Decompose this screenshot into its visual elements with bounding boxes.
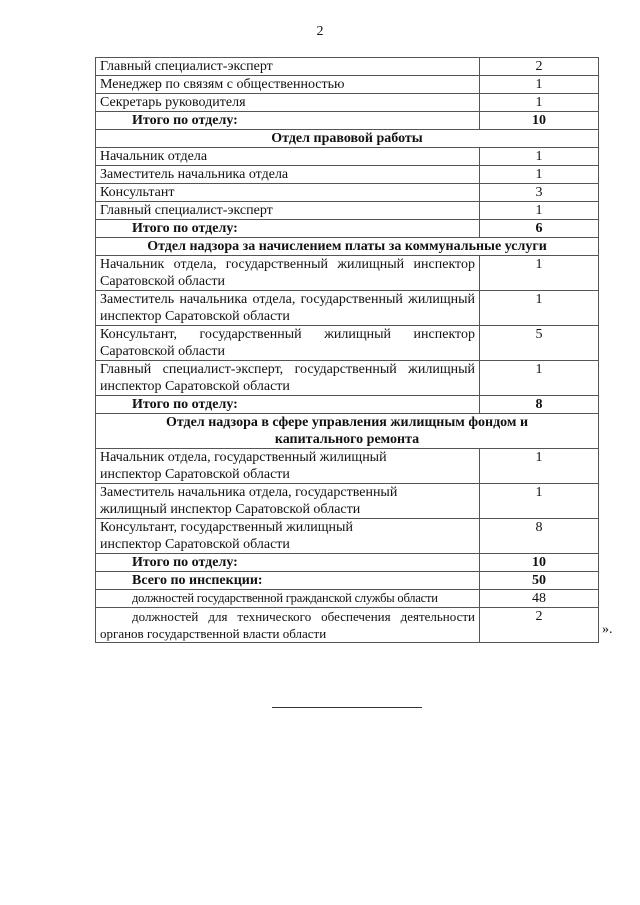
position-label: Заместитель начальника отдела, государственный жилищный инспектор Саратовской области bbox=[96, 291, 480, 326]
total-row bbox=[96, 572, 599, 590]
table-row bbox=[96, 361, 599, 396]
position-count: 1 bbox=[480, 94, 599, 112]
table-row bbox=[96, 484, 599, 519]
table-row bbox=[96, 76, 599, 94]
position-count: 1 bbox=[480, 361, 599, 396]
department-header bbox=[96, 238, 599, 256]
table-row bbox=[96, 94, 599, 112]
table-row bbox=[96, 519, 599, 554]
position-label: Главный специалист-эксперт bbox=[96, 202, 480, 220]
department-title: Отдел правовой работы bbox=[96, 130, 599, 148]
closing-quote: ». bbox=[602, 622, 613, 637]
position-count: 8 bbox=[480, 519, 599, 554]
position-label: Начальник отдела, государственный жилищный инспектор Саратовской области bbox=[96, 449, 480, 484]
separator-line bbox=[272, 707, 422, 708]
position-count: 1 bbox=[480, 256, 599, 291]
department-header bbox=[96, 414, 599, 449]
position-count: 2 bbox=[480, 58, 599, 76]
position-label: Заместитель начальника отдела, государственный жилищный инспектор Саратовской области bbox=[96, 484, 480, 519]
position-count: 48 bbox=[480, 590, 599, 608]
position-label: Итого по отделу: bbox=[96, 396, 480, 414]
department-title: Отдел надзора за начислением платы за коммунальные услуги bbox=[96, 238, 599, 256]
total-row bbox=[96, 112, 599, 130]
position-count: 1 bbox=[480, 449, 599, 484]
position-label bbox=[96, 608, 480, 643]
table-row bbox=[96, 166, 599, 184]
position-count: 1 bbox=[480, 291, 599, 326]
position-label: должностей государственной гражданской службы области bbox=[96, 590, 480, 608]
position-label: Консультант bbox=[96, 184, 480, 202]
position-count: 5 bbox=[480, 326, 599, 361]
department-header bbox=[96, 130, 599, 148]
position-count: 1 bbox=[480, 166, 599, 184]
position-label: Консультант, государственный жилищный инспектор Саратовской области bbox=[96, 326, 480, 361]
table-row bbox=[96, 291, 599, 326]
page-number: 2 bbox=[316, 24, 324, 39]
position-count: 10 bbox=[480, 112, 599, 130]
position-label: Секретарь руководителя bbox=[96, 94, 480, 112]
position-count: 8 bbox=[480, 396, 599, 414]
position-count: 1 bbox=[480, 148, 599, 166]
position-label: Главный специалист-эксперт, государственный жилищный инспектор Саратовской области bbox=[96, 361, 480, 396]
label-line-2: органов государственной власти области bbox=[100, 626, 327, 641]
table-row bbox=[96, 184, 599, 202]
position-count: 2 bbox=[480, 608, 599, 643]
position-count: 1 bbox=[480, 202, 599, 220]
total-row bbox=[96, 554, 599, 572]
position-label: Итого по отделу: bbox=[96, 554, 480, 572]
position-label: Заместитель начальника отдела bbox=[96, 166, 480, 184]
position-label: Итого по отделу: bbox=[96, 220, 480, 238]
position-count: 10 bbox=[480, 554, 599, 572]
position-label: Начальник отдела bbox=[96, 148, 480, 166]
position-label: Начальник отдела, государственный жилищный инспектор Саратовской области bbox=[96, 256, 480, 291]
position-count: 50 bbox=[480, 572, 599, 590]
position-count: 3 bbox=[480, 184, 599, 202]
total-row bbox=[96, 220, 599, 238]
position-count: 1 bbox=[480, 484, 599, 519]
table-row bbox=[96, 449, 599, 484]
position-count: 1 bbox=[480, 76, 599, 94]
table-row bbox=[96, 326, 599, 361]
table-row bbox=[96, 148, 599, 166]
position-label: Итого по отделу: bbox=[96, 112, 480, 130]
position-label: Консультант, государственный жилищный инспектор Саратовской области bbox=[96, 519, 480, 554]
label-line-1: должностей для технического обеспечения деятельности bbox=[132, 609, 475, 624]
staff-table bbox=[95, 57, 599, 643]
position-label: Главный специалист-эксперт bbox=[96, 58, 480, 76]
table-row bbox=[96, 58, 599, 76]
position-label: Менеджер по связям с общественностью bbox=[96, 76, 480, 94]
table-row bbox=[96, 202, 599, 220]
position-count: 6 bbox=[480, 220, 599, 238]
department-title: Отдел надзора в сфере управления жилищным фондом и капитального ремонта bbox=[96, 414, 599, 449]
table-row bbox=[96, 590, 599, 608]
total-row bbox=[96, 396, 599, 414]
table-row bbox=[96, 256, 599, 291]
table-row bbox=[96, 608, 599, 643]
position-label: Всего по инспекции: bbox=[96, 572, 480, 590]
